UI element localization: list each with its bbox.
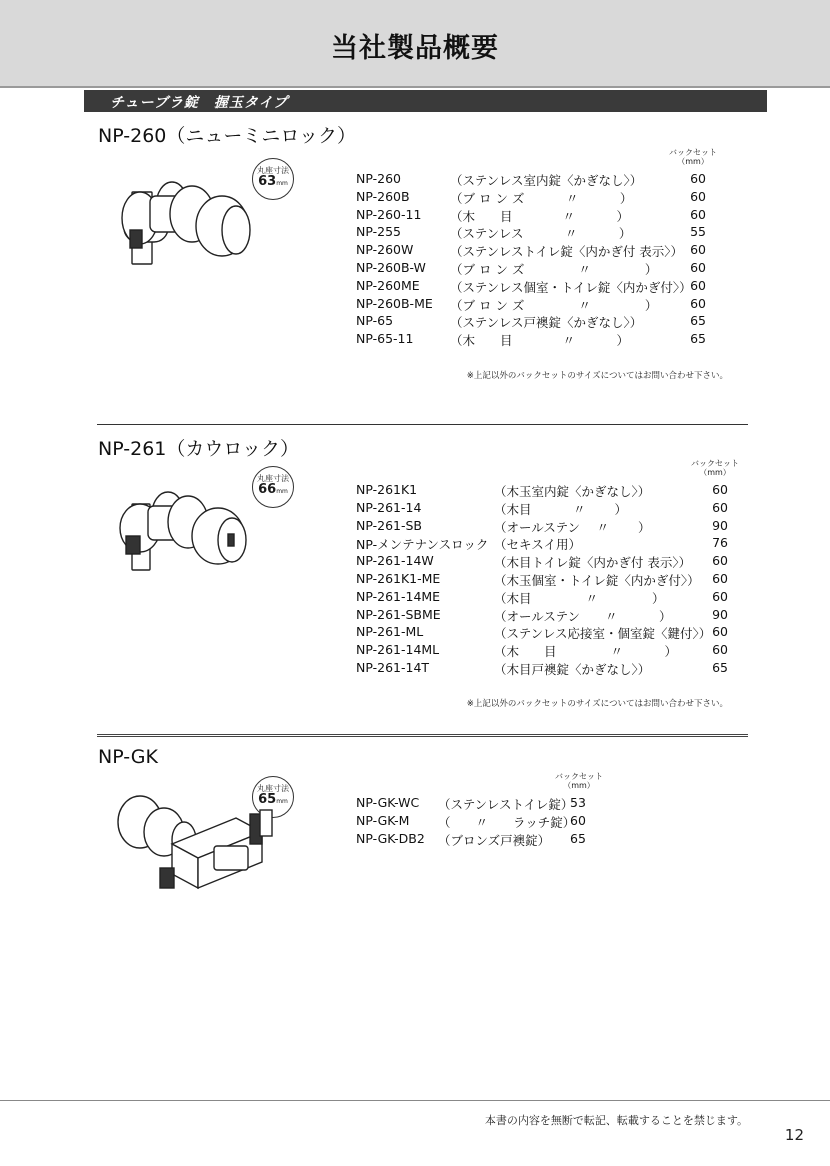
product-list-np261 [356,482,728,678]
backset-header-1: バックセット （mm） [669,148,717,166]
table-row: NP-GK-M （ 〃 ラッチ錠） 60 [356,812,586,830]
footer-divider [0,1100,830,1101]
badge-rose-size-63: 丸座寸法 63mm [252,158,294,200]
npgk-lock-illustration [110,784,280,894]
table-row: NP-260 （ステンレス室内錠〈かぎなし〉） 60 [356,171,706,188]
table-row: NP-260B （ブ ロ ン ズ 〃 ） 60 [356,188,706,206]
table-row: NP-260B-ME （ブ ロ ン ズ 〃 ） 60 [356,295,706,313]
table-row: NP-261-14W （木目トイレ錠〈内かぎ付 表示〉） 60 [356,553,728,571]
section-title-np260: NP-260（ニューミニロック） [98,125,356,147]
table-row: NP-261-14T （木目戸襖錠〈かぎなし〉） 65 [356,659,728,677]
backset-header-2: バックセット （mm） [691,459,739,477]
category-title: チューブラ錠 握玉タイプ [110,95,289,111]
table-row: NP-65-11 （木 目 〃 ） 65 [356,331,706,349]
page-header [0,0,830,88]
table-row: NP-260W （ステンレストイレ錠〈内かぎ付 表示〉） 60 [356,242,706,260]
table-row: NP-261K1-ME （木玉個室・トイレ錠〈内かぎ付〉） 60 [356,570,728,588]
table-row: NP-GK-WC （ステンレストイレ錠） 53 [356,795,586,812]
backset-note-1: ※上記以外のバックセットのサイズについてはお問い合わせ下さい。 [466,371,728,381]
np260-lock-illustration [110,160,270,270]
table-row: NP-GK-DB2 （ブロンズ戸襖錠） 65 [356,830,586,848]
badge-rose-size-65: 丸座寸法 65mm [252,776,294,818]
table-row: NP-261-14 （木目 〃 ） 60 [356,499,728,517]
table-row: NP-261-SBME （オールステン 〃 ） 90 [356,606,728,624]
product-list-npgk [356,795,596,848]
category-bar [84,90,767,112]
table-row: NP-261K1 （木玉室内錠〈かぎなし〉） 60 [356,482,728,499]
table-row: NP-261-ML （ステンレス応接室・個室錠〈鍵付〉） 60 [356,624,728,642]
table-row: NP-メンテナンスロック （セキスイ用） 76 [356,535,728,553]
page-title: 当社製品概要 [331,33,499,64]
table-row: NP-260-11 （木 目 〃 ） 60 [356,206,706,224]
section-divider-1 [97,424,748,425]
section-title-np261: NP-261（カウロック） [98,438,299,460]
product-list-np260 [356,171,728,349]
table-row: NP-260B-W （ブ ロ ン ズ 〃 ） 60 [356,259,706,277]
section-title-npgk: NP-GK [98,746,158,768]
badge-rose-size-66: 丸座寸法 66mm [252,466,294,508]
table-row: NP-261-14ME （木目 〃 ） 60 [356,588,728,606]
copyright-note: 本書の内容を無断で転記、転載することを禁じます。 [484,1114,748,1127]
section-divider-2 [97,734,748,737]
table-row: NP-261-SB （オールステン 〃 ） 90 [356,517,728,535]
backset-note-2: ※上記以外のバックセットのサイズについてはお問い合わせ下さい。 [466,699,728,709]
table-row: NP-255 （ステンレス 〃 ） 55 [356,224,706,242]
backset-header-3: バックセット （mm） [555,772,603,790]
np261-lock-illustration [108,478,268,578]
table-row: NP-260ME （ステンレス個室・トイレ錠〈内かぎ付〉） 60 [356,277,706,295]
table-row: NP-261-14ML （木 目 〃 ） 60 [356,642,728,660]
table-row: NP-65 （ステンレス戸襖錠〈かぎなし〉） 65 [356,313,706,331]
page-number: 12 [784,1126,804,1144]
